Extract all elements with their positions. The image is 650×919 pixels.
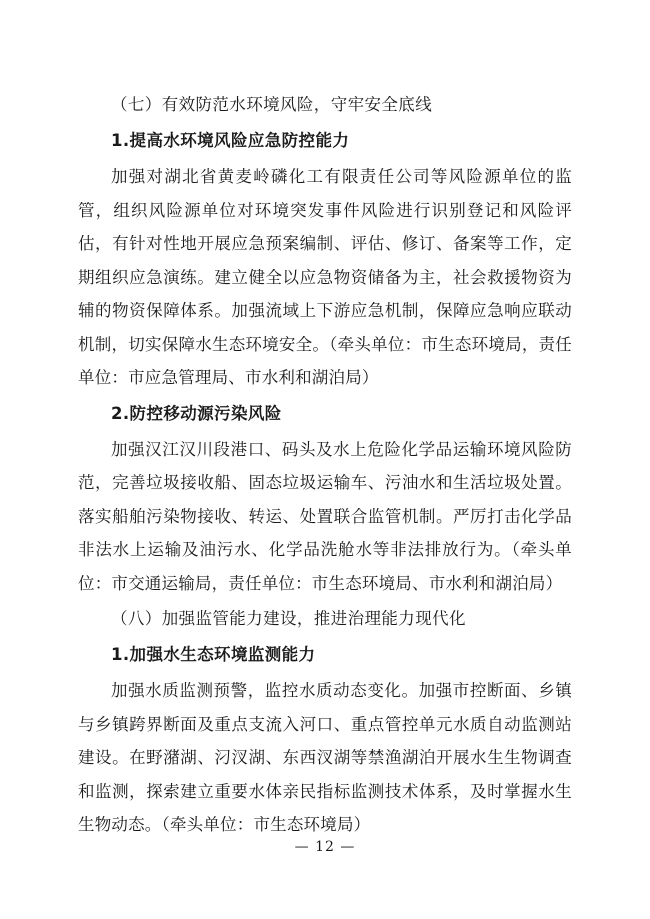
paragraph-7-1: 加强对湖北省黄麦岭磷化工有限责任公司等风险源单位的监管，组织风险源单位对环境突发事件风险进行识别登记和风险评估，有针对性地开展应急预案编制、评估、修订、备案等工作，定期组织应急演练。建立健全以应急物资储备为主，社会救援物资为辅的物资保障体系。加强流域上下游应急机制，保障应急响应联动机制，切实保障水生态环境安全。（牵头单位：市生态环境局，责任单位：市应急管理局、市水利和湖泊局）	[78, 167, 572, 387]
subsection-heading-8-1: 1.加强水生态环境监测能力	[111, 645, 316, 664]
page-number: — 12 —	[294, 839, 356, 855]
section-heading-8: （八）加强监管能力建设，推进治理能力现代化	[111, 609, 466, 628]
paragraph-8-1: 加强水质监测预警，监控水质动态变化。加强市控断面、乡镇与乡镇跨界断面及重点支流入河口、重点管控单元水质自动监测站建设。在野潴湖、汈汊湖、东西汊湖等禁渔湖泊开展水生生物调查和监测，探索建立重要水体亲民指标监测技术体系，及时掌握水生生物动态。（牵头单位：市生态环境局）	[78, 681, 572, 834]
paragraph-7-2: 加强汉江汉川段港口、码头及水上危险化学品运输环境风险防范，完善垃圾接收船、固态垃圾运输车、污油水和生活垃圾处置。落实船舶污染物接收、转运、处置联合监管机制。严厉打击化学品非法水上运输及油污水、化学品洗舱水等非法排放行为。（牵头单位：市交通运输局，责任单位：市生态环境局、市水利和湖泊局）	[78, 439, 572, 593]
document-body	[78, 88, 572, 842]
subsection-heading-7-1: 1.提高水环境风险应急防控能力	[111, 131, 350, 150]
page-footer	[0, 839, 650, 855]
subsection-heading-7-2: 2.防控移动源污染风险	[111, 403, 282, 423]
section-heading-7: （七）有效防范水环境风险，守牢安全底线	[111, 95, 433, 114]
